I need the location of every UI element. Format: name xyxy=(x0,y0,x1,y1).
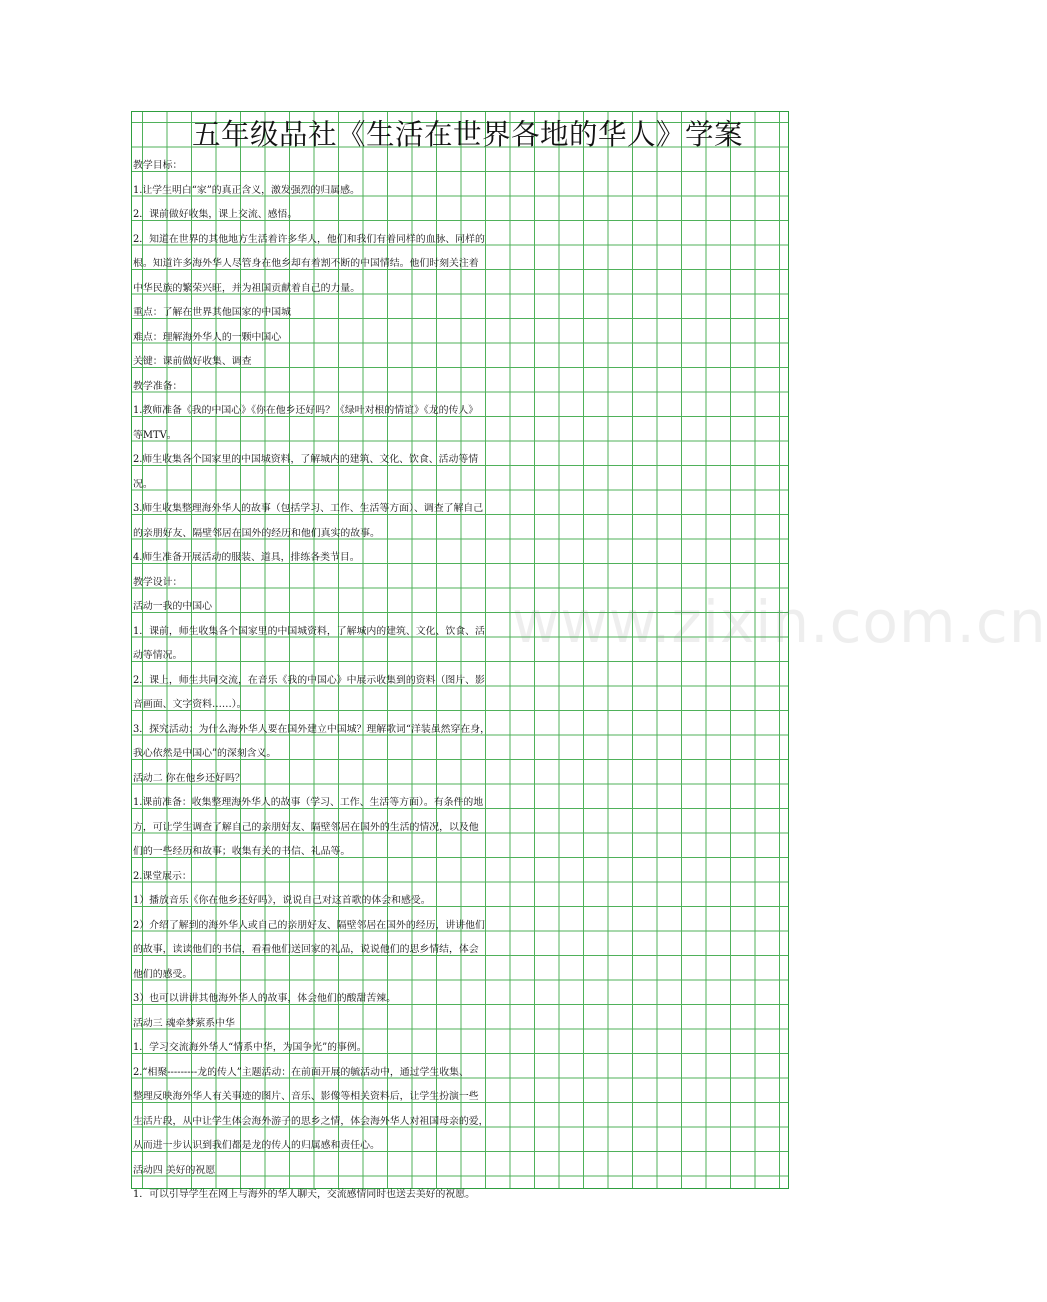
text-line: 2.师生收集各个国家里的中国城资料，了解城内的建筑、文化、饮食、活动等情 xyxy=(133,454,479,465)
text-line: 从而进一步认识到我们都是龙的传人的归属感和责任心。 xyxy=(133,1140,380,1151)
text-line: 整理反映海外华人有关事迹的图片、音乐、影像等相关资料后，让学生扮演一些 xyxy=(133,1091,479,1102)
text-line: 1.教师准备《我的中国心》《你在他乡还好吗？《绿叶对根的情谊》《龙的传人》 xyxy=(133,405,479,416)
text-line: 活动三 魂牵梦萦系中华 xyxy=(133,1017,235,1029)
text-line: 音画面、文字资料……）。 xyxy=(133,699,247,710)
document-title: 五年级品社《生活在世界各地的华人》学案 xyxy=(192,118,744,151)
text-line: 活动二 你在他乡还好吗？ xyxy=(133,772,245,784)
text-line: 关键：课前做好收集、调查 xyxy=(133,356,252,367)
text-line: 重点：了解在世界其他国家的中国城 xyxy=(133,307,292,318)
text-line: 教学设计： xyxy=(133,576,183,588)
text-line: 难点：理解海外华人的一颗中国心 xyxy=(133,331,282,343)
document-body xyxy=(133,154,787,1208)
text-line: 1.课前准备：收集整理海外华人的故事（学习、工作、生活等方面）。有条件的地 xyxy=(133,797,484,808)
text-line: 我心依然是中国心”的深刻含义。 xyxy=(133,748,277,759)
text-line: 他们的感受。 xyxy=(133,968,193,980)
grid-paper xyxy=(131,111,789,1200)
text-line: 1．可以引导学生在网上与海外的华人聊天，交流感情同时也送去美好的祝愿。 xyxy=(133,1189,476,1200)
text-line: 们的一些经历和故事；收集有关的书信、礼品等。 xyxy=(133,846,351,857)
text-line: 2.课堂展示： xyxy=(133,870,192,882)
text-line: 2．知道在世界的其他地方生活着许多华人，他们和我们有着同样的血脉、同样的 xyxy=(133,233,485,245)
text-line: 3）也可以讲讲其他海外华人的故事，体会他们的酸甜苦辣。 xyxy=(133,993,397,1004)
text-line: 1．学习交流海外华人“情系中华，为国争光”的事例。 xyxy=(133,1042,367,1053)
text-line: 等MTV。 xyxy=(133,429,177,441)
text-line: 教学准备： xyxy=(133,380,183,392)
text-line: 活动四 美好的祝愿 xyxy=(133,1164,216,1176)
text-line: 4.师生准备开展活动的服装、道具，排练各类节目。 xyxy=(133,552,360,563)
text-line: 3．探究活动：为什么海外华人要在国外建立中国城？理解歌词“洋装虽然穿在身， xyxy=(133,723,490,735)
text-line: 的故事，读读他们的书信，看看他们送回家的礼品，说说他们的思乡情结，体会 xyxy=(133,944,479,955)
text-line: 2．课上，师生共同交流，在音乐《我的中国心》中展示收集到的资料（图片、影 xyxy=(133,674,485,686)
text-line: 中华民族的繁荣兴旺，并为祖国贡献着自己的力量。 xyxy=(133,282,361,294)
text-line: 根。知道许多海外华人尽管身在他乡却有着割不断的中国情结。他们时刻关注着 xyxy=(133,258,479,269)
text-line: 2．课前做好收集，课上交流、感悟。 xyxy=(133,209,298,220)
text-line: 3.师生收集整理海外华人的故事（包括学习、工作、生活等方面）、调查了解自己 xyxy=(133,503,484,514)
text-line: 教学目标： xyxy=(133,160,183,171)
text-line: 1.让学生明白“家”的真正含义，激发强烈的归属感。 xyxy=(133,184,360,196)
text-line: 方，可让学生调查了解自己的亲朋好友、隔壁邻居在国外的生活的情况，以及他 xyxy=(133,821,479,833)
text-line: 况。 xyxy=(133,478,153,490)
text-line: 1）播放音乐《你在他乡还好吗》，说说自己对这首歌的体会和感受。 xyxy=(133,895,431,906)
text-line: 生活片段，从中让学生体会海外游子的思乡之情，体会海外华人对祖国母亲的爱， xyxy=(133,1115,489,1127)
text-line: 的亲朋好友、隔壁邻居在国外的经历和他们真实的故事。 xyxy=(133,527,380,539)
text-line: 活动一我的中国心 xyxy=(133,601,213,612)
text-line: 2.“相聚---------龙的传人”主题活动：在前面开展的毓活动中，通过学生收集、 xyxy=(133,1066,469,1078)
text-line: 动等情况。 xyxy=(133,650,183,661)
text-line: 2）介绍了解到的海外华人或自己的亲朋好友、隔壁邻居在国外的经历，讲讲他们 xyxy=(133,919,485,931)
text-line: 1．课前，师生收集各个国家里的中国城资料，了解城内的建筑、文化、饮食、活 xyxy=(133,625,485,637)
